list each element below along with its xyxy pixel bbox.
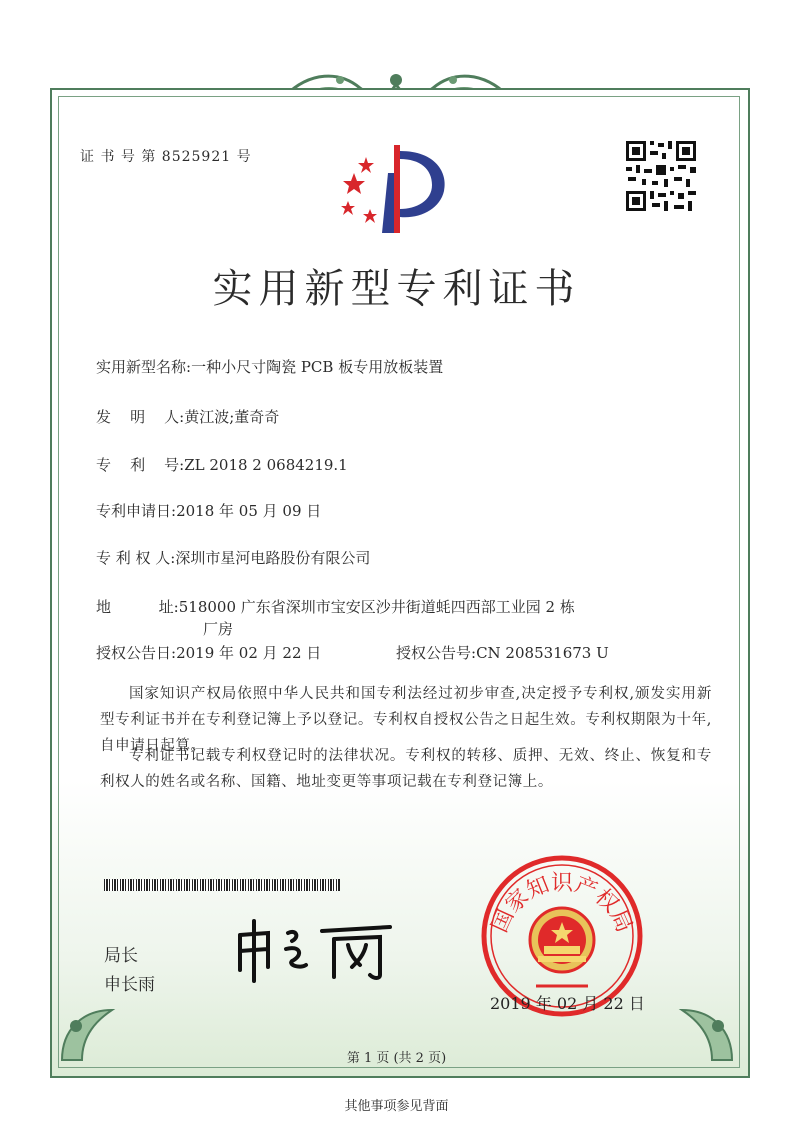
certificate-title: 实用新型专利证书 — [212, 266, 581, 312]
inventor-label: 发 明 人: — [96, 408, 185, 426]
grant-number-value: CN 208531673 U — [476, 644, 609, 662]
patent-number-row — [96, 454, 348, 476]
patentee-value: 深圳市星河电路股份有限公司 — [175, 549, 371, 567]
qr-code-icon — [624, 139, 698, 213]
inventor-row — [96, 406, 279, 428]
handwritten-signature — [230, 915, 400, 985]
grant-number-label: 授权公告号: — [396, 644, 477, 662]
grant-date-value: 2019 年 02 月 22 日 — [176, 644, 322, 662]
address-row — [96, 596, 575, 618]
filing-date-value: 2018 年 05 月 09 日 — [176, 502, 322, 520]
patent-number-value: ZL 2018 2 0684219.1 — [184, 456, 348, 474]
footer-note: 其他事项参见背面 — [344, 1099, 449, 1114]
signatory-name: 申长雨 — [104, 975, 155, 995]
utility-model-name-label: 实用新型名称: — [96, 358, 192, 376]
address-value-line1: 518000 广东省深圳市宝安区沙井街道蚝四西部工业园 2 栋 — [178, 598, 575, 616]
patent-number-label: 专 利 号: — [96, 456, 185, 474]
cnipa-logo-icon — [336, 143, 456, 238]
grant-date-row — [96, 642, 321, 664]
inventor-value: 黄江波;董奇奇 — [184, 408, 280, 426]
utility-model-name-row — [96, 356, 443, 378]
legal-status-paragraph: 专利证书记载专利权登记时的法律状况。专利权的转移、质押、无效、终止、恢复和专利权人的姓名或名称、国籍、地址变更等事项记载在专利登记簿上。 — [100, 748, 712, 790]
grant-number-row — [396, 642, 609, 664]
seal-text: 国家知识产权局 — [487, 871, 637, 937]
address-value-line2: 厂房 — [203, 620, 234, 638]
patentee-label: 专 利 权 人: — [96, 549, 176, 567]
grant-date-label: 授权公告日: — [96, 644, 177, 662]
patentee-row — [96, 547, 370, 569]
grant-statement-paragraph: 国家知识产权局依照中华人民共和国专利法经过初步审查,决定授予专利权,颁发实用新型专利证书并在专利登记簿上予以登记。专利权自授权公告之日起生效。专利权期限为十年,自申请日起算。 — [100, 686, 712, 754]
signatory-title: 局长 — [104, 946, 138, 966]
barcode — [104, 879, 340, 891]
filing-date-row — [96, 500, 321, 522]
filing-date-label: 专利申请日: — [96, 502, 177, 520]
seal-date: 2019 年 02 月 22 日 — [490, 994, 645, 1013]
address-label: 地 址: — [96, 598, 179, 616]
page-number: 第 1 页 (共 2 页) — [346, 1051, 447, 1066]
certificate-number: 证 书 号 第 8525921 号 — [80, 149, 252, 165]
address-continuation — [203, 618, 233, 640]
utility-model-name-value: 一种小尺寸陶瓷 PCB 板专用放板装置 — [191, 358, 444, 376]
